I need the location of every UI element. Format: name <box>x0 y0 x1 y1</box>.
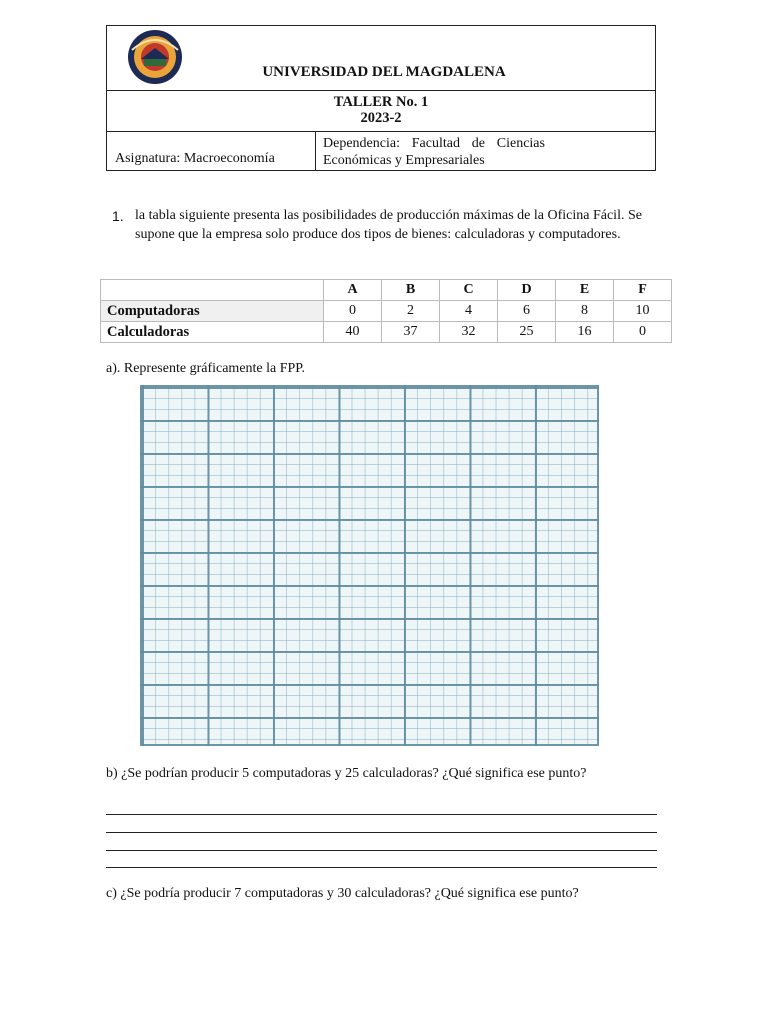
table-cell: 0 <box>614 322 672 343</box>
table-cell: 32 <box>440 322 498 343</box>
subject-label: Asignatura: Macroeconomía <box>115 151 275 166</box>
table-cell: 8 <box>556 301 614 322</box>
dependency-line1: Dependencia: Facultad de Ciencias <box>323 136 545 151</box>
question-c: c) ¿Se podría producir 7 computadoras y 30 calculadoras? ¿Qué significa ese punto? <box>106 886 579 901</box>
dependency-cell <box>316 132 656 171</box>
header-table <box>106 25 656 171</box>
answer-line[interactable] <box>106 814 657 815</box>
table-cell: 10 <box>614 301 672 322</box>
question-1 <box>112 207 652 244</box>
table-cell: 2 <box>382 301 440 322</box>
graph-paper[interactable] <box>140 385 599 746</box>
table-cell: 37 <box>382 322 440 343</box>
table-cell: 6 <box>498 301 556 322</box>
table-header-row <box>101 280 672 301</box>
answer-line[interactable] <box>106 850 657 851</box>
workshop-period: 2023-2 <box>360 110 402 126</box>
table-cell: 4 <box>440 301 498 322</box>
column-header: B <box>382 280 440 301</box>
question-b: b) ¿Se podrían producir 5 computadoras y 25 calculadoras? ¿Qué significa ese punto? <box>106 766 587 781</box>
header-title-cell <box>107 26 656 91</box>
column-header: C <box>440 280 498 301</box>
production-table <box>100 279 672 343</box>
table-corner <box>101 280 324 301</box>
answer-line[interactable] <box>106 832 657 833</box>
university-name: UNIVERSIDAD DEL MAGDALENA <box>262 64 506 80</box>
table-cell: 25 <box>498 322 556 343</box>
row-label: Computadoras <box>101 301 324 322</box>
dependency-line2: Económicas y Empresariales <box>323 153 485 168</box>
question-a: a). Represente gráficamente la FPP. <box>106 361 306 376</box>
table-row <box>101 322 672 343</box>
answer-line[interactable] <box>106 867 657 868</box>
column-header: F <box>614 280 672 301</box>
workshop-title: TALLER No. 1 <box>333 94 429 110</box>
table-cell: 0 <box>324 301 382 322</box>
table-cell: 40 <box>324 322 382 343</box>
table-cell: 16 <box>556 322 614 343</box>
column-header: D <box>498 280 556 301</box>
column-header: A <box>324 280 382 301</box>
workshop-cell <box>107 91 656 132</box>
column-header: E <box>556 280 614 301</box>
subject-cell <box>107 132 316 171</box>
question-1-text: la tabla siguiente presenta las posibilidades de producción máximas de la Oficina Fácil. Se supone que la empresa solo produce dos tipos de bienes: calculadoras y computadores. <box>135 208 642 242</box>
table-row <box>101 301 672 322</box>
question-number: 1. <box>112 208 124 224</box>
row-label: Calculadoras <box>101 322 324 343</box>
